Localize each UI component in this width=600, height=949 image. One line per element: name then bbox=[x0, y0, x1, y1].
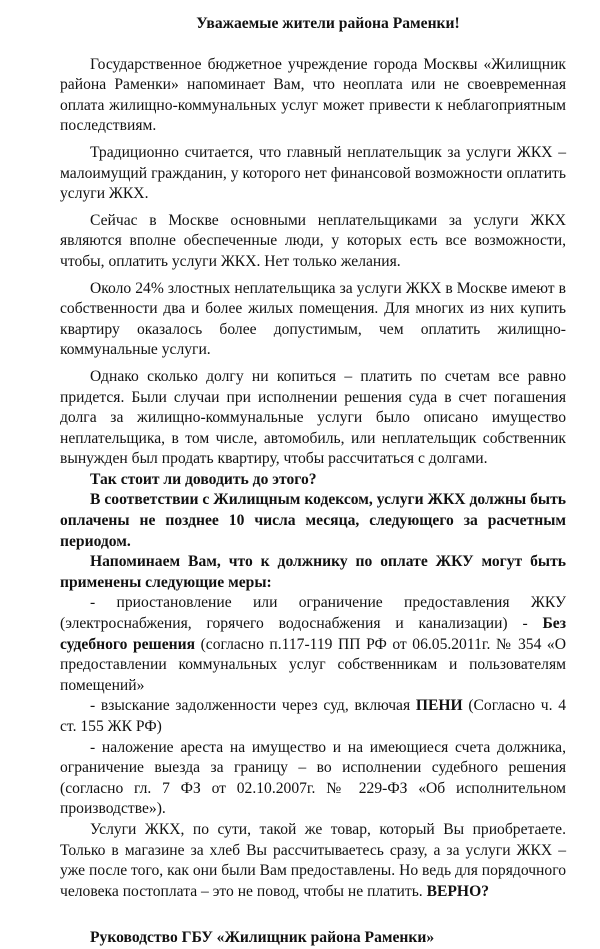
paragraph-consequences: Однако сколько долгу ни копиться – платить по счетам все равно придется. Были случаи при исполнении решения суда в счет погашения долга за жилищно-коммунальные услуги было описано имущество неплательщика, в том числе, автомобиль, или неплательщик собственник вынужден был продать квартиру, чтобы рассчитаться с долгами. bbox=[60, 367, 566, 468]
rhetorical-question: Так стоит ли доводить до этого? bbox=[90, 470, 317, 488]
paragraph-moscow-nonpayers: Сейчас в Москве основными неплательщиками за услуги ЖКХ являются вполне обеспеченные люди, у которых есть все возможности, чтобы, оплатить услуги ЖКХ. Нет только желания. bbox=[60, 211, 566, 270]
signature: Руководство ГБУ «Жилищник района Раменки» bbox=[90, 929, 435, 947]
closing-bold: ВЕРНО? bbox=[426, 882, 489, 900]
measure-suspension bbox=[60, 593, 566, 696]
measure-arrest: - наложение ареста на имущество и на имеющиеся счета должника, ограничение выезда за границу – во исполнении судебного решения (согласно гл. 7 ФЗ от 02.10.2007г. № 229-ФЗ «Об исполнительном производстве»). bbox=[60, 738, 566, 818]
measure-court-bold: ПЕНИ bbox=[415, 697, 463, 715]
measure-suspension-tail: (согласно п.117-119 ПП РФ от 06.05.2011г. № 354 «О предоставлении коммунальных услуг собственникам и пользователям помещений» bbox=[60, 635, 566, 694]
measure-court-tail: (Согласно ч. 4 ст. 155 ЖК РФ) bbox=[60, 697, 566, 735]
paragraph-traditional: Традиционно считается, что главный неплательщик за услуги ЖКХ – малоимущий гражданин, у которого нет финансовой возможности оплатить услуги ЖКХ. bbox=[60, 143, 566, 203]
measures-intro: Напоминаем Вам, что к должнику по оплате ЖКУ могут быть применены следующие меры: bbox=[60, 553, 566, 591]
closing-text: Услуги ЖКХ, по сути, такой же товар, который Вы приобретаете. Только в магазине за хлеб Вы рассчитываетесь сразу, а за услуги ЖКХ – уже после того, как они были Вам предоставлены. Но ведь для порядочного человека постоплата – это не повод, чтобы не платить. bbox=[60, 820, 566, 900]
measure-suspension-text: - приостановление или ограничение предоставления ЖКУ (электроснабжения, горячего водоснабжения и канализации) - bbox=[60, 594, 566, 633]
document-title: Уважаемые жители района Раменки! bbox=[196, 15, 460, 32]
measure-suspension-bold: Без судебного решения bbox=[60, 615, 566, 653]
payment-deadline: В соответствии с Жилищным кодексом, услуги ЖКХ должны быть оплачены не позднее 10 числа месяца, следующего за расчетным периодом. bbox=[60, 491, 566, 550]
closing-paragraph bbox=[60, 820, 566, 902]
measure-court-text: - взыскание задолженности через суд, включая bbox=[90, 697, 416, 715]
paragraph-intro: Государственное бюджетное учреждение города Москвы «Жилищник района Раменки» напоминает Вам, что неоплата или не своевременная оплата жилищно-коммунальных услуг может привести к неблагоприятным последствиям. bbox=[60, 55, 566, 135]
measure-court bbox=[60, 696, 566, 737]
paragraph-statistics: Около 24% злостных неплательщика за услуги ЖКХ в Москве имеют в собственности два и более жилых помещения. Для многих из них купить квартиру оказалось более допустимым, чем оплатить жилищно-коммунальные услуги. bbox=[60, 279, 566, 359]
